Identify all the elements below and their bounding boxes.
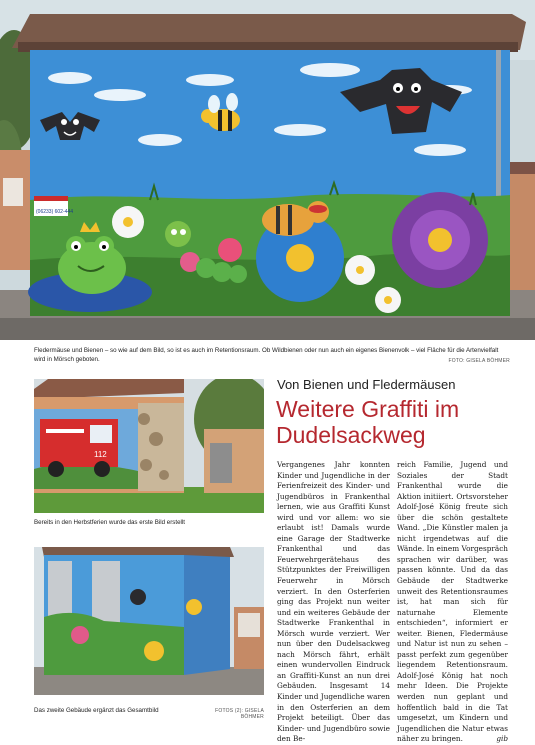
flower-pink <box>218 238 242 262</box>
article-kicker: Von Bienen und Fledermäusen <box>277 377 456 392</box>
photo1-caption: Bereits in den Herbstferien wurde das erste Bild erstellt <box>34 519 185 526</box>
mural-illustration <box>0 0 535 340</box>
wall-sign <box>34 196 73 216</box>
article-column-1 <box>277 460 390 745</box>
photo-garage-firetruck <box>34 379 264 513</box>
photo-transformer-building <box>34 547 264 695</box>
photo2-caption: Das zweite Gebäude ergänzt das Gesamtbild <box>34 707 159 714</box>
photo2-credit: FOTOS (2): GISELA BÖHMER <box>215 708 264 720</box>
column-2-text <box>397 460 508 745</box>
column-2-body: reich Familie, Jugend und Soziales der Stadt Frankenthal wurde die Aktion initiiert. Ortsvorsteher Adolf-José König freute sich über die schön gestaltete Wand. „Die Künstler malen ja nicht irgendetwas auf die Wände. In einem Vorgespräch sprachen wir darüber, was passen könnte. Und da das Gebäude der Stadtwerke unweit des Retentionsraumes ist, hat man sich für naturnahe Elemente entschieden“, informiert er weiter. Bienen, Fledermäuse und Natur ist nun zu sehen – passt perfekt zum gegenüber liegendem Retentionsraum. Adolf-José König hat noch mehr Ideen. Die Projekte werden nun geplant und hoffentlich bald in die Tat umgesetzt, um Kindern und Jugendlichen die Natur etwas näher zu bringen. <box>397 460 508 744</box>
hero-photo-credit: FOTO: GISELA BÖHMER <box>448 358 510 364</box>
column-1-text: Vergangenes Jahr konnten Kinder und Jugendliche in der Ferienfreizeit des Kinder- und Jugendbüros in Frankenthal lernen, wie aus Graffiti Kunst wird und vor allem: wo sie erlaubt ist! Damals wurde eine Garage der Stadtwerke Frankenthal und das Feuerwehrgerätehaus des Stützpunktes der Freiwilligen Feuerwehr in Mörsch verziert. In den Osterferien ging das Projekt nun weiter und ein weiteres Gebäude der Stadtwerke Frankenthal in Mörsch wurde verziert. Wer nun über den Dudelsackweg nach Mörsch fährt, erhält einen wundervollen Eindruck an Graffiti-Kunst an nun drei Gebäuden. Insgesamt 14 Kinder und Jugendliche waren in den Osterferien an dem Projekt beteiligt. Über das Kinder- und Jugendbüro sowie den Be- <box>277 460 390 744</box>
headline-line-2: Dudelsackweg <box>276 422 426 448</box>
garage-illustration <box>34 379 264 513</box>
flower-pink-2 <box>71 626 89 644</box>
article-headline <box>276 396 516 448</box>
bat-small <box>130 589 146 605</box>
flower-purple <box>392 192 488 288</box>
article-column-2 <box>397 460 508 745</box>
svg-text:112: 112 <box>94 450 107 459</box>
flower-daisy-left <box>112 206 144 238</box>
svg-text:(06233) 602-444: (06233) 602-444 <box>36 209 73 215</box>
hero-photo <box>0 0 535 340</box>
hero-caption: Fledermäuse und Bienen – so wie auf dem Bild, so ist es auch im Retentionsraum. Ob Wildbienen oder nun auch ein eigenes Bienenvolk – viel Fläche für die Artenvielfalt wird in Mörsch geboten. <box>34 347 499 363</box>
author-signature: gib <box>496 734 508 744</box>
headline-line-1: Weitere Graffiti im <box>276 396 460 422</box>
transformer-illustration <box>34 547 264 695</box>
